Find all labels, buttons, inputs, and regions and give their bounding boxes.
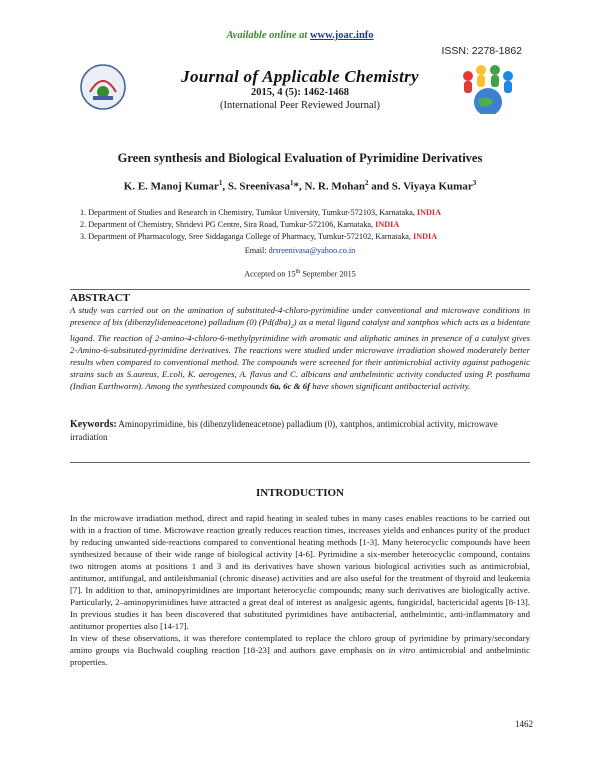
paper-title: Green synthesis and Biological Evaluation of Pyrimidine Derivatives xyxy=(117,151,483,165)
author-name: S. Sreenivasa xyxy=(227,180,290,193)
country-label: INDIA xyxy=(375,220,400,229)
author-list: K. E. Manoj Kumar$^1$, S. Sreenivasa$^1$*, N. R. Mohan$^2$ and S. Viyaya Kumar$^3$ xyxy=(123,179,477,193)
affiliation-1: 1. Department of Studies and Research in Chemistry, Tumkur University, Tumkur-572103, Karnataka, INDIA xyxy=(80,208,442,217)
divider xyxy=(70,289,530,290)
email-link[interactable]: drsreenivasa@yahoo.co.in xyxy=(268,246,356,255)
author-affil-mark: 1 xyxy=(289,179,294,187)
accepted-date: Accepted on 15th September 2015 xyxy=(244,269,356,279)
abstract-heading: ABSTRACT xyxy=(70,292,130,304)
affiliation-2: 2. Department of Chemistry, Shridevi PG Centre, Sira Road, Tumkur-572106, Karnataka, INDIA xyxy=(80,220,400,229)
page-number: 1462 xyxy=(515,719,533,729)
affiliation-3: 3. Department of Pharmacology, Sree Siddaganga College of Pharmacy, Tumkur-572102, Karnataka, INDIA xyxy=(80,232,438,241)
people-globe-icon xyxy=(458,62,518,114)
abstract-body: A study was carried out on the amination of substituted-4-chloro-pyrimidine under conventional and microwave conditions in presence of bis (dibenzylideneacetone) palladium (0) $(Pd(dba)_2)$ as a metal ligand catalyst and xantphos which acts as a bidentate ligand. The reaction of 2-amino-4-chloro-6-methylpyrimidine with aromatic and aliphatic amines in presence of a catalyst gives 2-Amino-6-subsituted-pyrimidine derivatives. The reactions were studied under microwave irradiation showed moderately better results when compared to conventional method. The compounds were screened for their antimicrobial activity against pathogenic strains such as S.aureus, E.coli, K. aerogenes, A. flavus and C. albicans and anthelmintic activity conducted using P. posthuma (Indian Earthworm). Among the synthesized compounds 6a, 6c & 6f have shown significant antibacterial activity. xyxy=(70,305,530,391)
keywords-label: Keywords: xyxy=(70,419,117,430)
author-affil-mark: 2 xyxy=(364,179,369,187)
divider xyxy=(70,462,530,463)
peer-review-note: (International Peer Reviewed Journal) xyxy=(219,100,381,111)
journal-title: Journal of Applicable Chemistry xyxy=(181,67,419,86)
author-name: S. Viyaya Kumar xyxy=(391,180,473,193)
intro-paragraph-1: In the microwave irradiation method, direct and rapid heating in sealed tubes in many cases enables reactions to be carried out with in a fraction of time. Microwave reaction greatly reduces reaction times, increases yields and enhances purity of the product by reducing unwanted side-reactions compared to conventional heating methods [1-3]. Many heterocyclic compounds have been synthesized because of their wide range of biological activity [4-6]. Pyrimidine a six-member heterocyclic compound, contains two nitrogen atoms at positions 1 and 3 and its derivatives have shown various biological activities such as antimicrobial, antitumor, antifungal, and antileishmanial (chronic disease) activities and are also useful for the treatment of thyroid and leukemia [7]. In addition to that, aminopyrimidines are important heterocyclic compounds; many such derivatives are biologically active. Particularly, 2–aminopyrimidines have attracted a great deal of interest as analgesic agents, fungicidal, bactericidal agents [8-13]. In previous studies it has been discovered that substituted pyrimidines have antibacterial, anthelmintic, anti-inflammatory and antitumor properties also [14-17]. xyxy=(70,513,530,631)
keywords-text: Aminopyrimidine, bis (dibenzylideneacetone) palladium (0), xantphos, antimicrobial activity, microwave irradiation xyxy=(70,419,498,442)
intro-paragraph-2: In view of these observations, it was therefore contemplated to replace the chloro group of pyrimidine by primary/secondary amino groups via Buchwald coupling reaction [18-23] and authors gave emphasis on in vitro antimicrobial and anthelmintic properties. xyxy=(70,633,530,667)
email-line: Email: drsreenivasa@yahoo.co.in xyxy=(244,246,356,255)
author-affil-mark: 3 xyxy=(472,179,477,187)
available-prefix: Available online at xyxy=(226,30,310,41)
introduction-body xyxy=(70,512,530,668)
compound-ids: 6a, 6c & 6f xyxy=(269,380,311,391)
country-label: INDIA xyxy=(416,208,442,217)
journal-url-link[interactable]: www.joac.info xyxy=(309,30,374,41)
availability-line xyxy=(0,30,600,41)
country-label: INDIA xyxy=(413,232,438,241)
author-name: N. R. Mohan xyxy=(304,180,365,193)
issn: ISSN: 2278-1862 xyxy=(441,45,522,57)
introduction-heading: INTRODUCTION xyxy=(255,487,344,499)
keywords xyxy=(70,418,530,443)
volume-line: 2015, 4 (5): 1462-1468 xyxy=(251,87,349,98)
author-name: K. E. Manoj Kumar xyxy=(123,180,219,193)
author-affil-mark: 1 xyxy=(218,179,223,187)
